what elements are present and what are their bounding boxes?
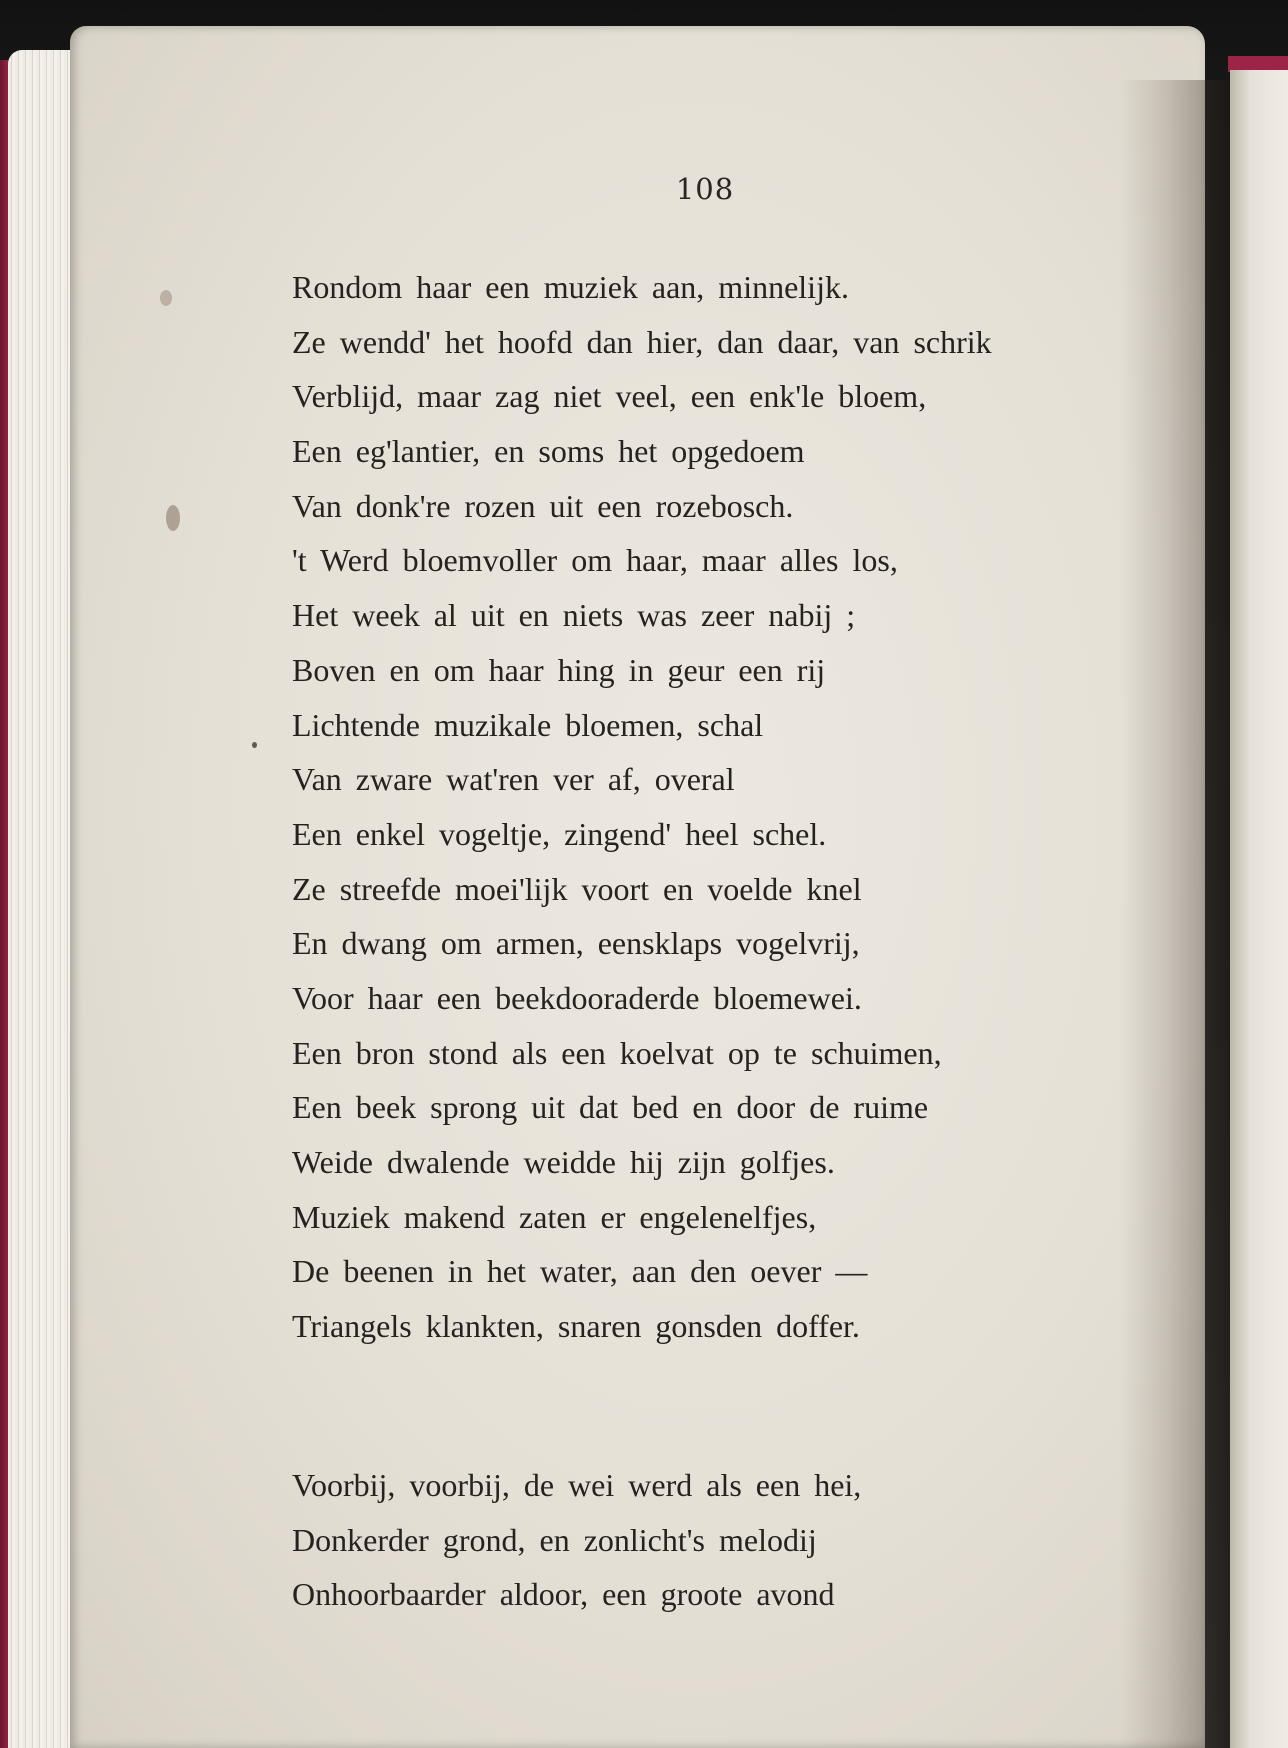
poem-line: 't Werd bloemvoller om haar, maar alles los, xyxy=(292,542,898,579)
paper-speck xyxy=(166,505,180,531)
poem-line: Van donk're rozen uit een rozebosch. xyxy=(292,487,794,524)
poem-line: Voorbij, voorbij, de wei werd als een hei, xyxy=(292,1467,862,1503)
poem-line: Een beek sprong uit dat bed en door de ruime xyxy=(292,1089,929,1126)
poem-line: Onhoorbaarder aldoor, een groote avond xyxy=(292,1576,835,1613)
poem-line: En dwang om armen, eensklaps vogelvrij, xyxy=(292,925,860,962)
poem-line: Boven en om haar hing in geur een rij xyxy=(292,651,826,688)
poem-line: Verblijd, maar zag niet veel, een enk'le bloem, xyxy=(292,378,927,415)
page-number: 108 xyxy=(675,172,735,206)
poem-stanza-2 xyxy=(292,1458,1192,1622)
poem-line: Van zware wat'ren ver af, overal xyxy=(292,761,735,798)
paper-speck xyxy=(160,290,172,306)
poem-stanza-1 xyxy=(292,260,1192,1354)
paper-speck xyxy=(252,742,257,748)
poem-line: Het week al uit en niets was zeer nabij ; xyxy=(292,597,856,634)
poem-line: Een bron stond als een koelvat op te schuimen, xyxy=(292,1034,942,1071)
poem-line: Ze wendd' het hoofd dan hier, dan daar, van schrik xyxy=(292,323,992,360)
poem-line: Een enkel vogeltje, zingend' heel schel. xyxy=(292,815,827,852)
facing-page xyxy=(1230,70,1288,1748)
poem-line: Voor haar een beekdooraderde bloemewei. xyxy=(292,979,862,1016)
poem-line: Muziek makend zaten er engelenelfjes, xyxy=(292,1198,817,1235)
poem-line: Weide dwalende weidde hij zijn golfjes. xyxy=(292,1144,835,1180)
poem-line: Lichtende muzikale bloemen, schal xyxy=(292,706,764,743)
poem-line: Triangels klankten, snaren gonsden doffer. xyxy=(292,1308,860,1345)
poem-line: Een eg'lantier, en soms het opgedoem xyxy=(292,433,805,470)
poem-line: Donkerder grond, en zonlicht's melodij xyxy=(292,1521,817,1558)
poem-line: De beenen in het water, aan den oever — xyxy=(292,1253,868,1290)
poem-line: Rondom haar een muziek aan, minnelijk. xyxy=(292,269,849,305)
poem-line: Ze streefde moei'lijk voort en voelde knel xyxy=(292,870,862,907)
